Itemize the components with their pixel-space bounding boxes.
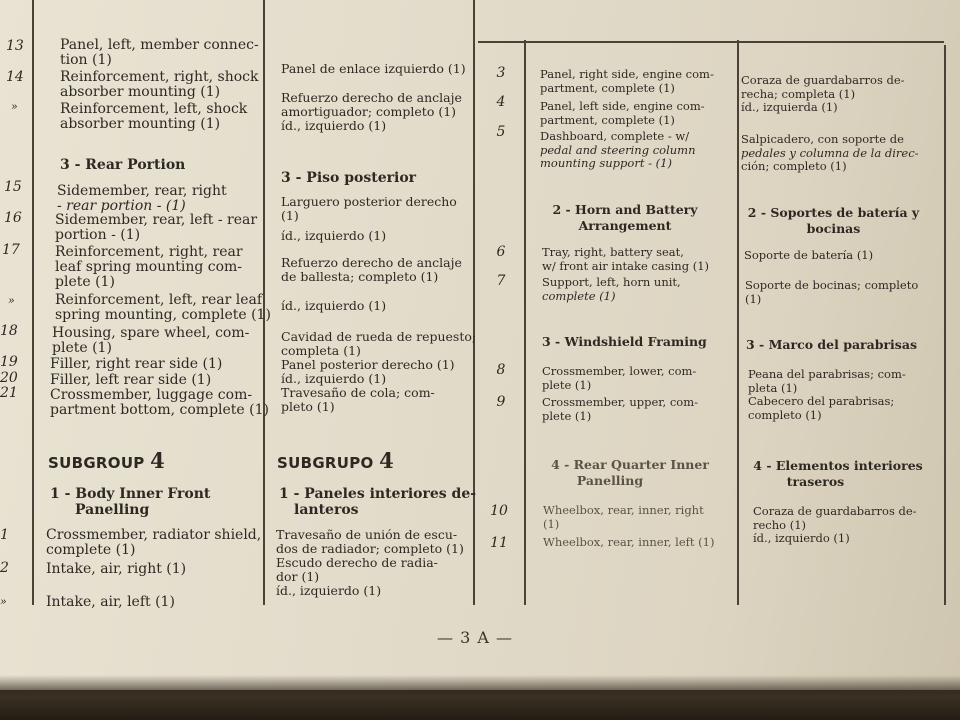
parts-entry: Wheelbox, rear, inner, right (1) (543, 503, 704, 531)
parts-entry: Panel, left side, engine com- partment, complete (1) (540, 99, 705, 127)
item-number: » (0, 595, 7, 608)
section-heading: 2 - Soportes de batería y bocinas (747, 205, 920, 236)
item-number: 9 (496, 394, 506, 410)
parts-entry: Sidemember, rear, right - rear portion - (1) (57, 183, 227, 214)
column-rule-right (944, 45, 946, 605)
parts-entry: Coraza de guardabarros de- recho (1) íd., izquierdo (1) (753, 504, 917, 545)
parts-entry: Filler, left rear side (1) (50, 372, 212, 388)
item-number: 7 (496, 273, 506, 289)
parts-entry: Sidemember, rear, left - rear portion - (1) (55, 212, 258, 243)
parts-entry: Reinforcement, right, rear leaf spring mounting com- plete (1) (55, 244, 243, 290)
item-number: 14 (6, 69, 24, 85)
item-number: 17 (2, 242, 20, 258)
parts-entry: Housing, spare wheel, com- plete (1) (52, 325, 250, 356)
page-number: — 3 A — (437, 628, 513, 647)
parts-entry: Intake, air, right (1) (46, 561, 187, 577)
page-edge-shadow (0, 675, 960, 720)
column-rule-left (32, 0, 34, 605)
item-number: 5 (496, 124, 506, 140)
item-number: 8 (496, 362, 506, 378)
parts-entry: Crossmember, upper, com- plete (1) (542, 395, 698, 423)
parts-entry: Support, left, horn unit, complete (1) (542, 275, 681, 303)
parts-entry: Panel de enlace izquierdo (1) (281, 61, 466, 76)
parts-entry: Dashboard, complete - w/ pedal and steering column mounting support - (1) (540, 129, 696, 170)
parts-entry: Salpicadero, con soporte de pedales y columna de la direc- ción; completo (1) (741, 132, 919, 173)
item-number: 4 (496, 94, 506, 110)
item-number: 18 (0, 323, 18, 339)
parts-entry: Soporte de bocinas; completo (1) (745, 278, 919, 306)
section-heading: 3 - Marco del parabrisas (746, 337, 917, 352)
parts-entry: Reinforcement, left, shock absorber mounting (1) (60, 101, 248, 132)
parts-entry: Crossmember, luggage com- partment bottom, complete (1) (50, 387, 269, 418)
item-number: 11 (490, 535, 508, 551)
parts-entry: Filler, right rear side (1) (50, 356, 223, 372)
parts-entry: Refuerzo derecho de anclaje de ballesta; completo (1) (281, 255, 462, 284)
parts-entry: Reinforcement, left, rear leaf spring mounting, complete (1) (55, 292, 271, 323)
item-number: 16 (4, 210, 22, 226)
item-number: 15 (4, 179, 22, 195)
item-number: 3 (496, 65, 506, 81)
item-number: 21 (0, 385, 18, 401)
parts-entry: íd., izquierdo (1) (281, 298, 387, 313)
column-rule-3 (524, 40, 526, 605)
item-number: 10 (490, 503, 508, 519)
section-heading: 4 - Elementos interiores traseros (753, 458, 923, 489)
section-heading: 3 - Piso posterior (281, 170, 417, 186)
item-number: » (8, 294, 15, 307)
top-rule (478, 41, 944, 43)
item-number: » (11, 100, 18, 113)
section-heading: 3 - Windshield Framing (542, 334, 707, 349)
section-heading: 4 - Rear Quarter Inner Panelling (551, 457, 709, 488)
column-rule-4 (737, 40, 739, 605)
parts-entry: Coraza de guardabarros de- recha; completa (1) íd., izquierda (1) (741, 73, 905, 114)
subgroup-heading: SUBGRUPO 4 (277, 448, 395, 473)
parts-entry: Reinforcement, right, shock absorber mounting (1) (60, 69, 259, 100)
item-number: 19 (0, 354, 18, 370)
parts-entry: Larguero posterior derecho (1) íd., izquierdo (1) (281, 194, 457, 243)
item-number: 6 (496, 244, 506, 260)
parts-entry: Crossmember, radiator shield, complete (1) (46, 527, 262, 558)
item-number: 13 (6, 38, 24, 54)
section-heading: 3 - Rear Portion (60, 157, 186, 173)
parts-entry: Intake, air, left (1) (46, 594, 175, 610)
section-heading: 1 - Body Inner Front Panelling (50, 486, 211, 518)
parts-entry: Soporte de batería (1) (744, 248, 874, 262)
parts-entry: Cavidad de rueda de repuesto; completa (1) Panel posterior derecho (1) íd., izquierdo (1) Travesaño de cola; com- pleto (1) (281, 329, 477, 414)
parts-entry: Panel, left, member connec- tion (1) (60, 37, 259, 68)
item-number: 1 (0, 527, 9, 543)
subgroup-heading: SUBGROUP 4 (48, 448, 166, 473)
item-number: 2 (0, 560, 9, 576)
item-number: 20 (0, 370, 18, 386)
parts-entry: Crossmember, lower, com- plete (1) (542, 364, 697, 392)
parts-entry: Tray, right, battery seat, w/ front air intake casing (1) (542, 245, 710, 273)
section-heading: 1 - Paneles interiores de- lanteros (279, 486, 477, 518)
parts-entry: Peana del parabrisas; com- pleta (1) Cabecero del parabrisas; completo (1) (748, 367, 906, 422)
parts-entry: Travesaño de unión de escu- dos de radiador; completo (1) Escudo derecho de radia- dor (1) íd., izquierdo (1) (276, 527, 464, 598)
parts-entry: Panel, right side, engine com- partment, complete (1) (540, 67, 714, 95)
parts-entry: Wheelbox, rear, inner, left (1) (543, 535, 715, 549)
section-heading: 2 - Horn and Battery Arrangement (552, 202, 698, 233)
parts-entry: Refuerzo derecho de anclaje amortiguador; completo (1) íd., izquierdo (1) (281, 90, 462, 133)
